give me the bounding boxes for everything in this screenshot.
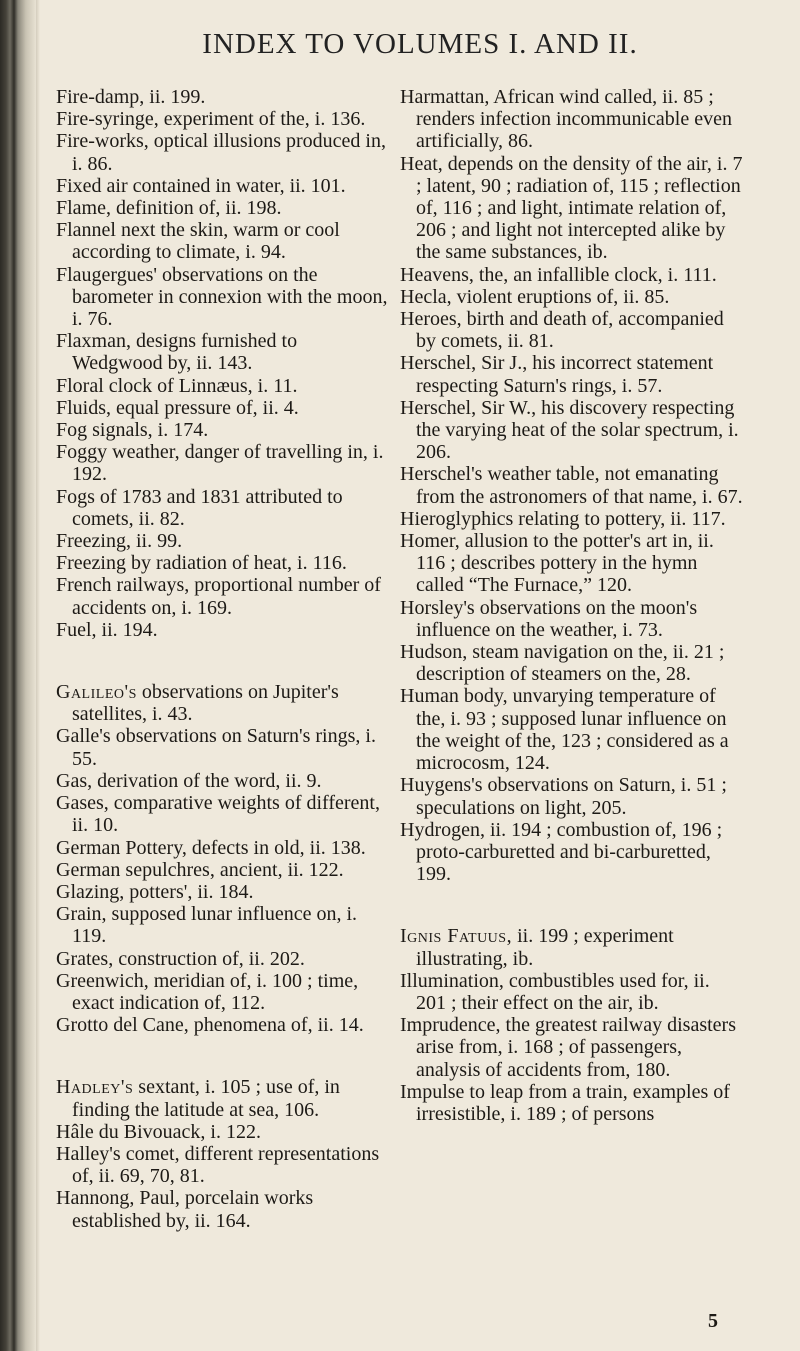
index-entry-text: French railways, proportional number of accidents on, i. 169. — [56, 574, 381, 619]
index-entry-text: Horsley's observations on the moon's influence on the weather, i. 73. — [400, 596, 698, 641]
index-entry-text: Human body, unvarying temperature of the, i. 93 ; supposed lunar influence on the weight of the, 123 ; considered as a microcosm, 124. — [400, 685, 729, 775]
index-entry — [400, 685, 744, 774]
index-entry-text: Freezing, ii. 99. — [56, 530, 183, 553]
index-entry — [400, 508, 744, 530]
right-column — [400, 86, 744, 1125]
page-header: INDEX TO VOLUMES I. AND II. — [202, 28, 638, 60]
index-entry — [56, 792, 392, 836]
index-entry — [56, 130, 392, 174]
index-entry-text: Freezing by radiation of heat, i. 116. — [56, 552, 347, 575]
index-entry-text: Harmattan, African wind called, ii. 85 ; renders infection incommunicable even artificially, 86. — [400, 86, 732, 153]
index-entry-text: Homer, allusion to the potter's art in, ii. 116 ; describes pottery in the hymn called “The Furnace,” 120. — [400, 530, 714, 597]
index-entry-text: Grotto del Cane, phenomena of, ii. 14. — [56, 1014, 364, 1037]
index-entry — [400, 463, 744, 507]
book-binding — [0, 0, 36, 1351]
index-entry-text: Fire-damp, ii. 199. — [56, 86, 206, 108]
index-entry-text: Grates, construction of, ii. 202. — [56, 947, 305, 970]
index-entry-text: Hecla, violent eruptions of, ii. 85. — [400, 285, 670, 308]
index-entry — [56, 419, 392, 441]
index-entry — [400, 352, 744, 396]
index-entry — [400, 264, 744, 286]
index-entry — [56, 859, 392, 881]
index-entry-text: Halley's comet, different representations of, ii. 69, 70, 81. — [56, 1142, 380, 1188]
index-entry — [56, 375, 392, 397]
index-entry-text: Glazing, potters', ii. 184. — [56, 880, 254, 903]
index-entry-text: Hydrogen, ii. 194 ; combustion of, 196 ; proto-carburetted and bi-carburetted, 199. — [400, 818, 723, 886]
index-entry — [56, 486, 392, 530]
index-entry — [56, 948, 392, 970]
index-entry — [400, 1081, 744, 1125]
index-entry — [56, 219, 392, 263]
index-entry-text: German Pottery, defects in old, ii. 138. — [56, 836, 366, 859]
index-entry — [56, 770, 392, 792]
index-entry — [400, 308, 744, 352]
index-entry — [56, 1187, 392, 1231]
index-entry-text: Herschel's weather table, not emanating from the astronomers of that name, i. 67. — [400, 463, 743, 508]
index-entry — [56, 530, 392, 552]
index-entry-text: Herschel, Sir J., his incorrect statement respecting Saturn's rings, i. 57. — [400, 352, 714, 397]
index-entry — [400, 153, 744, 264]
index-head-word: Galileo's — [56, 681, 137, 704]
index-entry-text: Imprudence, the greatest railway disasters arise from, i. 168 ; of passengers, analysis of accidents from, 180. — [400, 1014, 736, 1081]
index-entry-text: Hieroglyphics relating to pottery, ii. 117. — [400, 507, 726, 530]
page-edge — [36, 0, 40, 1351]
index-entry-text: Hâle du Bivouack, i. 122. — [56, 1120, 261, 1143]
index-entry-text: Greenwich, meridian of, i. 100 ; time, exact indication of, 112. — [56, 969, 359, 1014]
index-entry-text: Fluids, equal pressure of, ii. 4. — [56, 396, 299, 419]
index-entry-text: Fogs of 1783 and 1831 attributed to comets, ii. 82. — [56, 485, 343, 530]
index-entry — [56, 619, 392, 641]
index-entry — [56, 86, 392, 108]
index-entry-text: Gases, comparative weights of different, ii. 10. — [56, 792, 380, 837]
index-head-word: Ignis Fatuus, — [400, 925, 513, 948]
index-entry-text: Fixed air contained in water, ii. 101. — [56, 174, 346, 197]
index-entry-text: Herschel, Sir W., his discovery respecting the varying heat of the solar spectrum, i. 206. — [400, 396, 739, 464]
page-number: 5 — [708, 1310, 718, 1332]
index-entry — [400, 819, 744, 886]
index-entry-text: German sepulchres, ancient, ii. 122. — [56, 858, 344, 881]
index-entry — [400, 397, 744, 464]
index-entry — [56, 1014, 392, 1036]
index-entry-text: Foggy weather, danger of travelling in, i. 192. — [56, 441, 384, 486]
index-head-word: Hadley's — [56, 1076, 134, 1099]
index-entry — [56, 681, 392, 725]
index-entry — [56, 1121, 392, 1143]
index-entry — [56, 441, 392, 485]
index-entry — [56, 264, 392, 331]
index-entry-text: Hannong, Paul, porcelain works established by, ii. 164. — [56, 1187, 314, 1232]
index-entry-text: Gas, derivation of the word, ii. 9. — [56, 769, 322, 792]
index-entry — [56, 397, 392, 419]
index-entry-text: Flaxman, designs furnished to Wedgwood by, ii. 143. — [56, 330, 298, 375]
index-entry-text: sextant, i. 105 ; use of, in finding the latitude at sea, 106. — [72, 1076, 340, 1121]
index-entry — [56, 970, 392, 1014]
index-entry-text: Heroes, birth and death of, accompanied by comets, ii. 81. — [400, 308, 724, 353]
index-entry — [400, 86, 744, 153]
index-entry — [56, 903, 392, 947]
index-entry — [400, 597, 744, 641]
index-entry-text: Fire-syringe, experiment of the, i. 136. — [56, 108, 366, 131]
index-entry-text: Hudson, steam navigation on the, ii. 21 ; description of steamers on the, 28. — [400, 641, 725, 686]
index-entry — [56, 881, 392, 903]
index-entry — [400, 774, 744, 818]
left-column — [56, 86, 392, 1232]
index-entry — [400, 1014, 744, 1081]
index-entry — [56, 330, 392, 374]
index-entry-text: Grain, supposed lunar influence on, i. 119. — [56, 903, 358, 948]
index-entry — [56, 197, 392, 219]
index-entry-text: Galle's observations on Saturn's rings, i. 55. — [56, 725, 376, 770]
index-entry — [56, 175, 392, 197]
index-entry-text: Heavens, the, an infallible clock, i. 111. — [400, 263, 717, 286]
index-entry — [400, 970, 744, 1014]
index-entry-text: Impulse to leap from a train, examples of irresistible, i. 189 ; of persons — [400, 1080, 730, 1125]
index-entry-text: Flaugergues' observations on the barometer in connexion with the moon, i. 76. — [56, 263, 388, 331]
index-entry — [56, 552, 392, 574]
index-entry-text: Floral clock of Linnæus, i. 11. — [56, 374, 298, 397]
index-entry — [56, 108, 392, 130]
index-entry-text: Huygens's observations on Saturn, i. 51 ; speculations on light, 205. — [400, 774, 727, 819]
index-entry — [56, 574, 392, 618]
index-entry-text: Flame, definition of, ii. 198. — [56, 197, 282, 220]
index-entry — [56, 1143, 392, 1187]
index-entry — [400, 530, 744, 597]
index-entry — [56, 725, 392, 769]
index-entry-text: Flannel next the skin, warm or cool according to climate, i. 94. — [56, 219, 340, 264]
index-entry — [400, 286, 744, 308]
index-entry-text: ii. 199 ; experiment illustrating, ib. — [416, 925, 674, 970]
index-entry — [56, 1076, 392, 1120]
index-entry-text: Fuel, ii. 194. — [56, 618, 158, 641]
index-entry — [400, 641, 744, 685]
index-entry-text: Illumination, combustibles used for, ii. 201 ; their effect on the air, ib. — [400, 969, 710, 1014]
index-entry-text: Heat, depends on the density of the air, i. 7 ; latent, 90 ; radiation of, 115 ; reflection of, 116 ; and light, intimate relation of, 206 ; and light not intercepted alike by the same substances, ib. — [400, 152, 743, 264]
index-entry-text: Fire-works, optical illusions produced in, i. 86. — [56, 130, 386, 175]
index-entry — [400, 925, 744, 969]
index-entry — [56, 837, 392, 859]
index-entry-text: Fog signals, i. 174. — [56, 419, 209, 442]
index-entry-text: observations on Jupiter's satellites, i. 43. — [72, 681, 339, 726]
